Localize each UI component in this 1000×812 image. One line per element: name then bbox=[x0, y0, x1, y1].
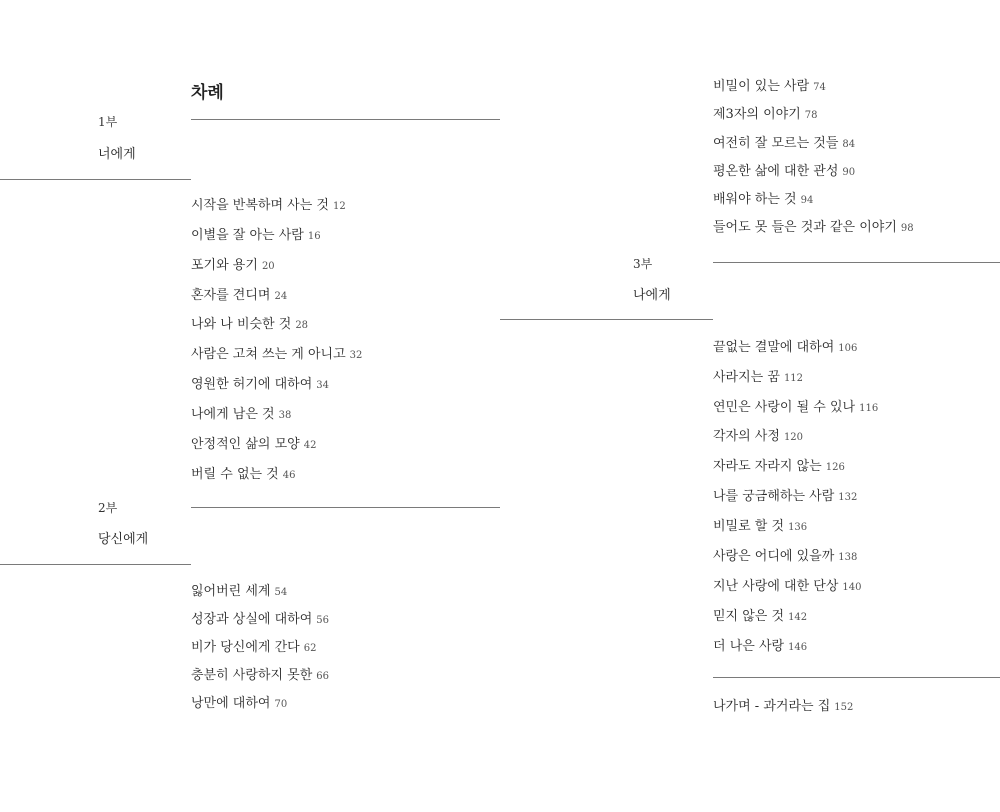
entry-title: 각자의 사정 bbox=[713, 429, 780, 444]
toc-entry[interactable] bbox=[713, 370, 803, 387]
entry-page: 138 bbox=[838, 552, 858, 563]
toc-entry[interactable] bbox=[713, 429, 803, 446]
entry-page: 12 bbox=[332, 201, 346, 212]
entry-page: 136 bbox=[788, 522, 808, 533]
entry-page: 152 bbox=[834, 702, 854, 713]
toc-entry[interactable] bbox=[191, 347, 362, 364]
entry-title: 사람은 고쳐 쓰는 게 아니고 bbox=[191, 347, 346, 362]
divider bbox=[0, 179, 191, 180]
entry-title: 나를 궁금해하는 사람 bbox=[713, 489, 835, 504]
toc-entry[interactable] bbox=[713, 519, 807, 536]
entry-page: 140 bbox=[842, 582, 862, 593]
toc-entry[interactable] bbox=[191, 228, 321, 245]
entry-title: 믿지 않은 것 bbox=[713, 609, 785, 624]
entry-page: 74 bbox=[813, 82, 826, 93]
entry-page: 42 bbox=[303, 440, 317, 451]
entry-page: 132 bbox=[838, 492, 858, 503]
entry-title: 여전히 잘 모르는 것들 bbox=[713, 136, 839, 151]
toc-entry[interactable] bbox=[713, 579, 862, 596]
toc-entry[interactable] bbox=[713, 340, 857, 357]
toc-entry[interactable] bbox=[713, 459, 845, 476]
toc-entry[interactable] bbox=[713, 609, 807, 626]
entry-page: 66 bbox=[316, 671, 330, 682]
divider bbox=[191, 119, 500, 120]
entry-page: 142 bbox=[788, 612, 808, 623]
entry-page: 38 bbox=[278, 410, 292, 421]
entry-title: 안정적인 삶의 모양 bbox=[191, 437, 300, 452]
entry-page: 120 bbox=[783, 432, 804, 443]
entry-page: 98 bbox=[900, 223, 914, 234]
entry-title: 비밀로 할 것 bbox=[713, 519, 785, 534]
toc-entry[interactable] bbox=[191, 612, 329, 629]
part-3-number: 3부 bbox=[633, 257, 653, 271]
toc-entry[interactable] bbox=[191, 668, 329, 685]
entry-title: 나에게 남은 것 bbox=[191, 407, 275, 422]
toc-entry[interactable] bbox=[713, 489, 857, 506]
entry-page: 28 bbox=[295, 320, 309, 331]
part-2-name: 당신에게 bbox=[98, 532, 149, 547]
toc-entry[interactable] bbox=[713, 220, 914, 237]
entry-page: 20 bbox=[261, 261, 275, 272]
entry-page: 24 bbox=[274, 291, 288, 302]
entry-title: 비밀이 있는 사람 bbox=[713, 79, 810, 94]
entry-page: 32 bbox=[349, 350, 363, 361]
divider bbox=[191, 507, 500, 508]
entry-title: 더 나은 사랑 bbox=[713, 639, 785, 654]
entry-page: 112 bbox=[783, 373, 804, 384]
toc-entry[interactable] bbox=[713, 79, 826, 96]
entry-title: 제3자의 이야기 bbox=[713, 107, 801, 122]
entry-page: 126 bbox=[825, 462, 845, 473]
entry-title: 평온한 삶에 대한 관성 bbox=[713, 164, 839, 179]
toc-entry[interactable] bbox=[191, 377, 329, 394]
toc-entry[interactable] bbox=[191, 584, 287, 601]
entry-title: 사랑은 어디에 있을까 bbox=[713, 549, 835, 564]
part-2-number: 2부 bbox=[98, 501, 118, 515]
entry-page: 78 bbox=[804, 110, 818, 121]
entry-page: 90 bbox=[842, 167, 856, 178]
entry-title: 성장과 상실에 대하여 bbox=[191, 612, 313, 627]
toc-entry[interactable] bbox=[713, 400, 878, 417]
part-1-name: 너에게 bbox=[98, 147, 136, 162]
entry-title: 나와 나 비슷한 것 bbox=[191, 317, 292, 332]
entry-title: 낭만에 대하여 bbox=[191, 696, 271, 711]
toc-entry[interactable] bbox=[191, 317, 308, 334]
entry-title: 배워야 하는 것 bbox=[713, 192, 797, 207]
entry-title: 사라지는 꿈 bbox=[713, 370, 780, 385]
divider bbox=[500, 319, 713, 320]
divider bbox=[713, 262, 1000, 263]
entry-page: 34 bbox=[316, 380, 330, 391]
page-title: 차례 bbox=[191, 83, 224, 103]
toc-entry[interactable] bbox=[713, 107, 818, 124]
entry-page: 106 bbox=[838, 343, 858, 354]
entry-title: 영원한 허기에 대하여 bbox=[191, 377, 313, 392]
entry-page: 146 bbox=[788, 642, 808, 653]
entry-title: 자라도 자라지 않는 bbox=[713, 459, 822, 474]
entry-page: 54 bbox=[274, 587, 288, 598]
entry-title: 연민은 사랑이 될 수 있나 bbox=[713, 400, 856, 415]
toc-entry[interactable] bbox=[191, 288, 287, 305]
entry-page: 70 bbox=[274, 699, 288, 710]
entry-title: 끝없는 결말에 대하여 bbox=[713, 340, 835, 355]
entry-page: 116 bbox=[859, 403, 879, 414]
toc-entry[interactable] bbox=[191, 640, 316, 657]
divider bbox=[0, 564, 191, 565]
entry-title: 나가며 - 과거라는 집 bbox=[713, 699, 831, 714]
toc-entry[interactable] bbox=[191, 407, 291, 424]
toc-entry[interactable] bbox=[713, 549, 857, 566]
entry-title: 혼자를 견디며 bbox=[191, 288, 271, 303]
divider bbox=[713, 677, 1000, 678]
entry-page: 94 bbox=[800, 195, 814, 206]
toc-entry[interactable] bbox=[191, 696, 287, 713]
entry-page: 84 bbox=[842, 139, 856, 150]
toc-entry[interactable] bbox=[191, 198, 346, 215]
toc-entry[interactable] bbox=[713, 639, 807, 656]
entry-title: 잃어버린 세계 bbox=[191, 584, 271, 599]
part-3-name: 나에게 bbox=[633, 288, 671, 303]
toc-entry[interactable] bbox=[191, 467, 295, 484]
entry-title: 이별을 잘 아는 사람 bbox=[191, 228, 304, 243]
toc-entry[interactable] bbox=[713, 192, 813, 209]
entry-title: 지난 사랑에 대한 단상 bbox=[713, 579, 839, 594]
entry-title: 들어도 못 들은 것과 같은 이야기 bbox=[713, 220, 897, 235]
part-1-number: 1부 bbox=[98, 115, 118, 129]
toc-entry[interactable] bbox=[713, 136, 855, 153]
entry-title: 버릴 수 없는 것 bbox=[191, 467, 279, 482]
toc-entry-epilogue[interactable] bbox=[713, 699, 853, 716]
toc-entry[interactable] bbox=[713, 164, 855, 181]
entry-page: 56 bbox=[316, 615, 330, 626]
entry-page: 46 bbox=[282, 470, 296, 481]
entry-title: 시작을 반복하며 사는 것 bbox=[191, 198, 329, 213]
entry-title: 충분히 사랑하지 못한 bbox=[191, 668, 313, 683]
entry-page: 62 bbox=[303, 643, 317, 654]
entry-title: 비가 당신에게 간다 bbox=[191, 640, 300, 655]
entry-title: 포기와 용기 bbox=[191, 258, 258, 273]
toc-entry[interactable] bbox=[191, 258, 275, 275]
toc-entry[interactable] bbox=[191, 437, 316, 454]
entry-page: 16 bbox=[307, 231, 321, 242]
